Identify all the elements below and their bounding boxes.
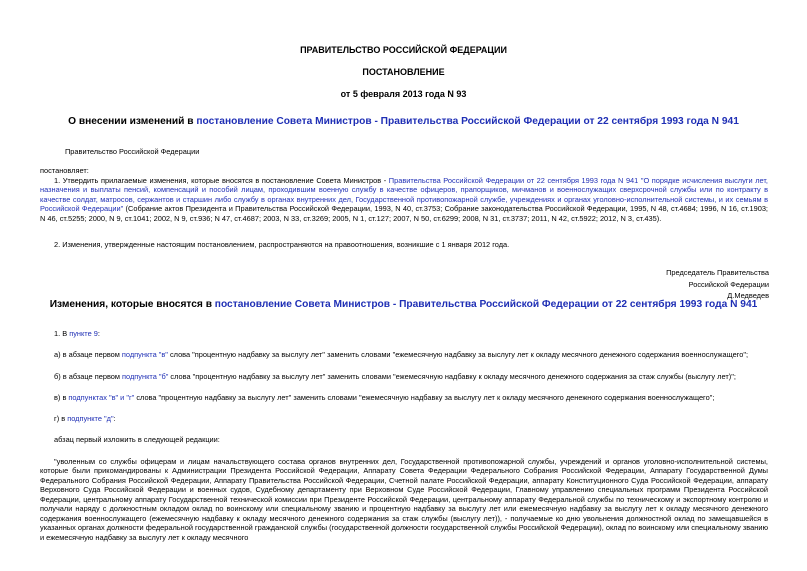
issuer: Правительство Российской Федерации — [65, 147, 200, 156]
subitem-v — [54, 393, 714, 402]
document-title-prefix: О внесении изменений в — [68, 116, 197, 127]
paragraph-2: 2. Изменения, утвержденные настоящим постановлением, распространяются на правоотношения, возникшие с 1 января 2012 года. — [54, 240, 510, 249]
paragraph-1-prefix: 1. Утвердить прилагаемые изменения, которые вносятся в постановление Совета Министров - — [54, 176, 389, 185]
subitem-g — [54, 414, 116, 423]
subitem-a-link[interactable]: подпункта "в" — [121, 350, 168, 359]
item-1 — [54, 329, 100, 338]
item-1-prefix: 1. В — [54, 329, 70, 338]
paragraph-1 — [40, 176, 768, 223]
paragraph-intro: абзац первый изложить в следующей редакции: — [54, 435, 220, 444]
item-1-suffix: : — [97, 329, 100, 338]
subitem-g-prefix: г) в — [54, 414, 68, 423]
subitem-a — [54, 350, 748, 359]
item-1-link[interactable]: пункте 9 — [69, 329, 98, 338]
subitem-b-prefix: б) в абзаце первом — [54, 372, 123, 381]
subitem-v-suffix: слова "процентную надбавку за выслугу лет" заменить словами "ежемесячную надбавку за выслугу лет к окладу месячного денежного содержания военнослужащего"; — [134, 393, 715, 402]
document-title — [40, 115, 767, 128]
document-type: ПОСТАНОВЛЕНИЕ — [362, 67, 445, 77]
signature-line-1: Председатель Правительства — [666, 268, 769, 277]
paragraph-1-link[interactable]: Правительства Российской Федерации от 22 сентября 1993 года N 941 "О порядке исчисления выслуги лет, назначения и выплаты пенсий, компенсаций и пособий лицам, проходившим военную службу в качестве офицеров, прапорщиков, мичманов и военнослужащих сверхсрочной службы или по контракту в качестве солдат, матросов, сержантов и старшин либо службу в органах внутренних дел, Государственной противопожарной службе, учреждениях и органах уголовно-исполнительной системы, и их семьям в Российской Федерации" — [40, 176, 768, 214]
quoted-paragraph: "уволенным со службы офицерам и лицам начальствующего состава органов внутренних дел, Государственной противопожарной службы, учреждений и органов уголовно-исполнительной системы, которые были прикомандированы к Администрации Президента Российской Федерации, Аппарату Совета Федерации Федерального Собрания Российской Федерации, Аппарату Государственной Думы Федерального Собрания Российской Федерации, Аппарату Правительства Российской Федерации, Счетной палате Российской Федерации, аппарату Конституционного Суда Российской Федерации, аппарату Верховного Суда Российской Федерации и военных судов, Судебному департаменту при Верховном Суде Российской Федерации, Главному управлению специальных программ Президента Российской Федерации, центральному аппарату Государственной технической комиссии при Президенте Российской Федерации, центральному аппарату Федеральной службы по техническому и экспортному контролю и получали наряду с должностным окладом оклад по воинскому или специальному званию и процентную надбавку за выслугу лет или ежемесячную надбавку за выслугу лет к окладу месячного денежного содержания военнослужащего (ежемесячную надбавку к окладу месячного денежного содержания за стаж службы (выслугу лет)), - получаемые ко дню увольнения должностной оклад по замещавшейся в указанных органах должности федеральной государственной гражданской службы (государственной должности государственной службы Российской Федерации), оклад по воинскому или специальному званию и ежемесячную надбавку за выслугу лет к окладу месячного — [40, 457, 768, 542]
signature-name: Д.Медведев — [727, 291, 769, 300]
subitem-g-link[interactable]: подпункте "д" — [67, 414, 114, 423]
document-date: от 5 февраля 2013 года N 93 — [340, 89, 467, 99]
subitem-a-suffix: слова "процентную надбавку за выслугу лет" заменить словами "ежемесячную надбавку за выслугу лет к окладу месячного денежного содержания военнослужащего"; — [167, 350, 748, 359]
paragraph-1-suffix: (Собрание актов Президента и Правительства Российской Федерации, 1993, N 40, ст.3753; Собрание законодательства Российской Федерации, 1995, N 48, ст.4684; 1996, N 16, ст.1903; N 46, ст.5255; 2000, N 9, ст.1041; 2002, N 9, ст.936; N 47, ст.4687; 2003, N 33, ст.3269; 2005, N 1, ст.127; 2007, N 50, ст.6299; 2008, N 31, ст.3737; 2011, N 42, ст.5922; 2012, N 3, ст.435). — [40, 204, 768, 223]
changes-title-link[interactable]: постановление Совета Министров - Правительства Российской Федерации от 22 сентября 1993 года N 941 — [214, 299, 758, 310]
subitem-b-suffix: слова "процентную надбавку за выслугу лет" заменить словами "ежемесячную надбавку к окладу месячного денежного содержания за стаж службы (выслугу лет)"; — [168, 372, 736, 381]
changes-title-prefix: Изменения, которые вносятся в — [49, 299, 215, 310]
signature-line-2: Российской Федерации — [688, 280, 769, 289]
subitem-v-link[interactable]: подпунктах "в" и "г" — [68, 393, 135, 402]
subitem-v-prefix: в) в — [54, 393, 69, 402]
resolves-line: постановляет: — [40, 166, 89, 175]
subitem-b-link[interactable]: подпункта "б" — [122, 372, 169, 381]
subitem-a-prefix: а) в абзаце первом — [54, 350, 122, 359]
subitem-g-suffix: : — [113, 414, 116, 423]
changes-title — [40, 298, 767, 311]
document-title-link[interactable]: постановление Совета Министров - Правительства Российской Федерации от 22 сентября 1993 года N 941 — [196, 116, 739, 127]
subitem-b — [54, 372, 736, 381]
org-title: ПРАВИТЕЛЬСТВО РОССИЙСКОЙ ФЕДЕРАЦИИ — [300, 45, 507, 55]
